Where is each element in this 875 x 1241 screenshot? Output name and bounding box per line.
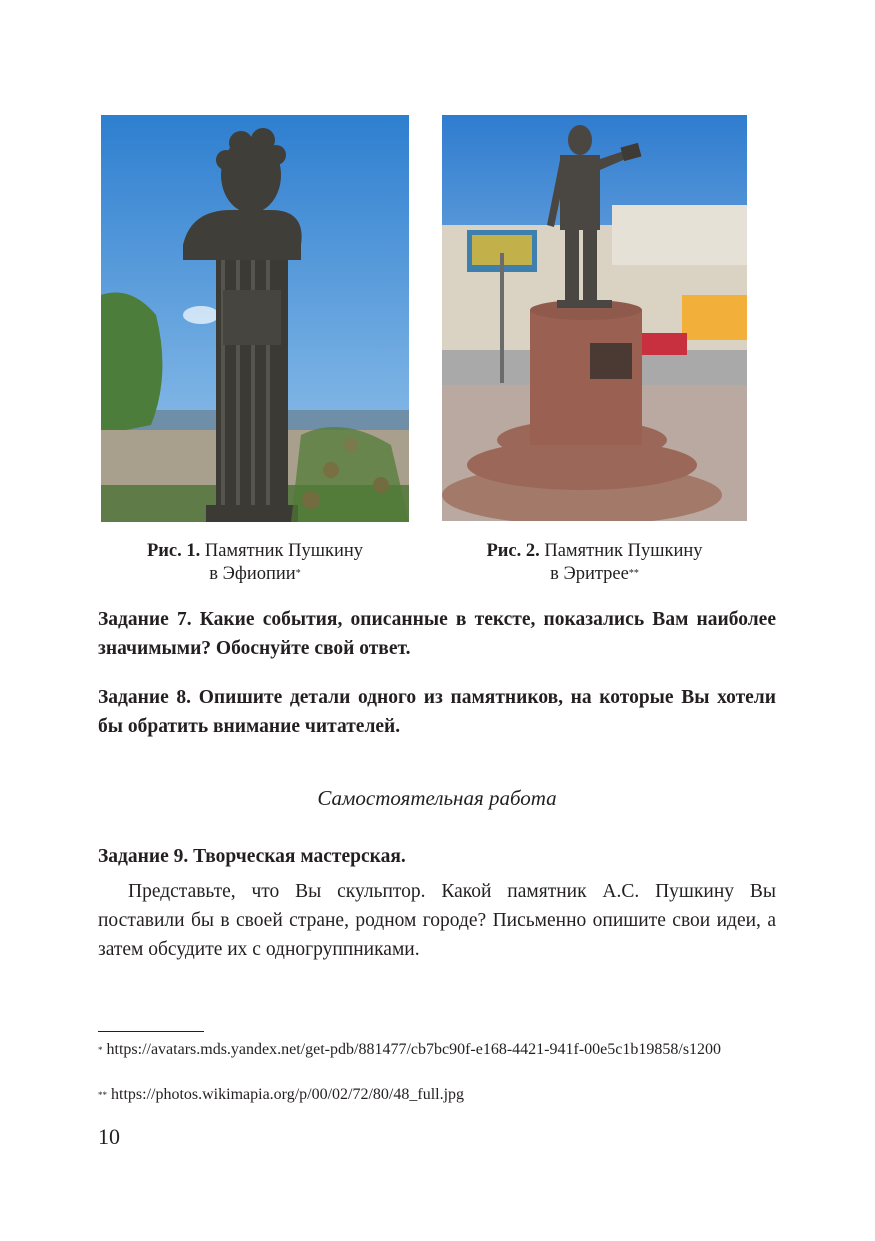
footnote-1-mark: * <box>98 1045 103 1055</box>
task-9: Задание 9. Творческая мастерская. <box>98 846 406 867</box>
figure-2-caption-line1: Памятник Пушкину <box>544 541 703 561</box>
figure-1-caption <box>101 540 409 586</box>
task-7: Задание 7. Какие события, описанные в тексте, показались Вам наиболее значимыми? Обоснуйте свой ответ. <box>98 609 776 659</box>
section-title: Самостоятельная работа <box>317 786 557 810</box>
footnote-1 <box>98 1040 776 1060</box>
figure-1-label: Рис. 1. <box>146 541 201 561</box>
figure-2-photo <box>442 115 747 521</box>
footnote-2-mark: ** <box>98 1090 107 1100</box>
figure-1-photo <box>101 115 409 522</box>
task-9-paragraph: Представьте, что Вы скульптор. Какой памятник А.С. Пушкину Вы поставили бы в своей стране, родном городе? Письменно опишите свои идеи, а затем обсудите их с одногруппниками. <box>98 881 776 960</box>
footnote-divider <box>98 1031 204 1032</box>
footnote-2 <box>98 1085 776 1105</box>
figure-1-caption-line2: в Эфиопии <box>209 564 296 584</box>
figure-1-note-mark: * <box>295 568 301 579</box>
footnote-1-link[interactable]: https://avatars.mds.yandex.net/get-pdb/881477/cb7bc90f-e168-4421-941f-00e5c1b19858/s1200 <box>106 1041 722 1058</box>
figure-2-note-mark: ** <box>628 568 639 579</box>
figure-2-caption-line2: в Эритрее <box>550 564 629 584</box>
task-8: Задание 8. Опишите детали одного из памятников, на которые Вы хотели бы обратить внимание читателей. <box>98 687 776 737</box>
figure-1-caption-line1: Памятник Пушкину <box>204 541 364 561</box>
figure-2-caption <box>442 540 747 586</box>
page-number: 10 <box>98 1124 120 1149</box>
footnote-2-link[interactable]: https://photos.wikimapia.org/p/00/02/72/80/48_full.jpg <box>111 1086 465 1103</box>
figure-2-label: Рис. 2. <box>486 541 540 561</box>
